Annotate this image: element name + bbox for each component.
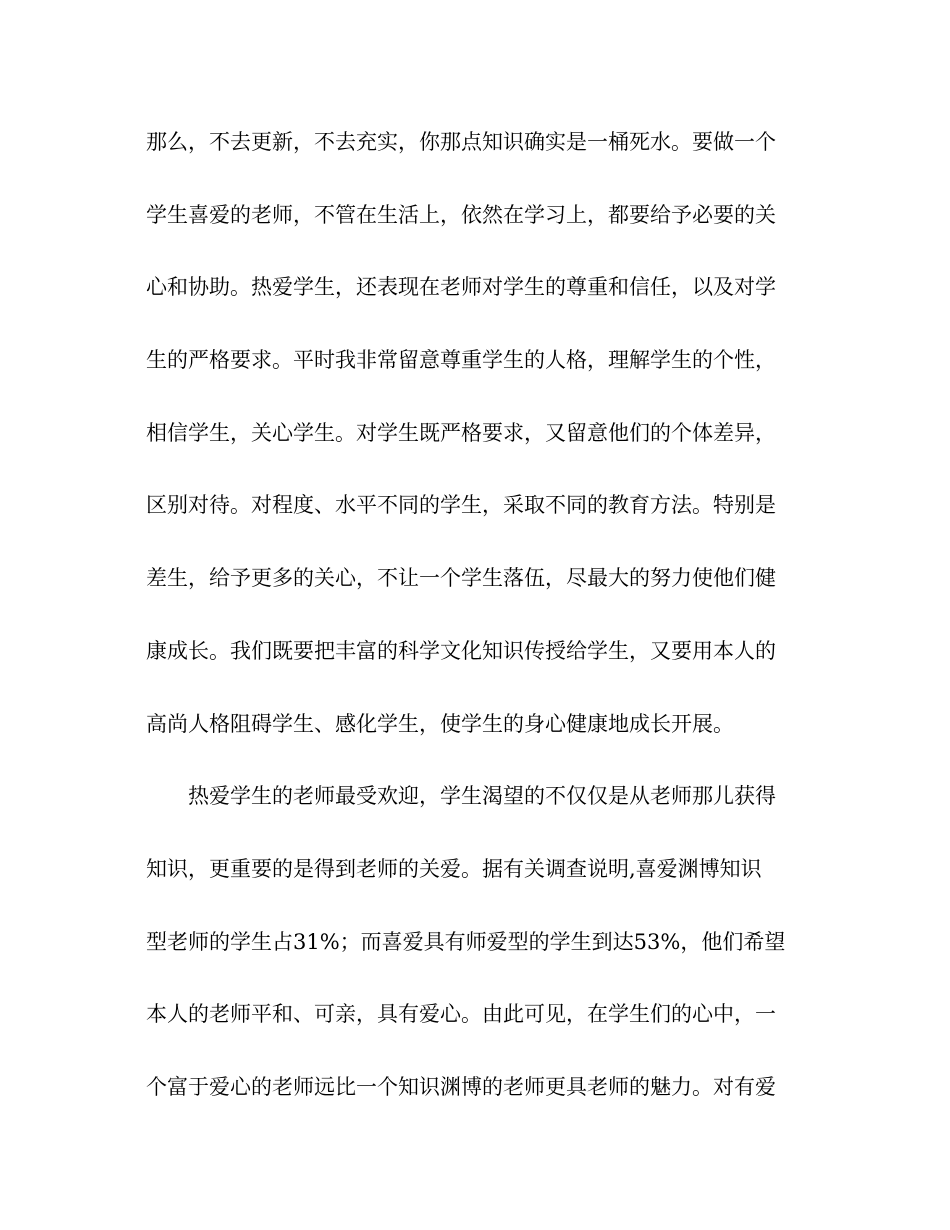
- text-line: 区别对待。对程度、水平不同的学生，采取不同的教育方法。特别是: [146, 493, 776, 518]
- text-line: 个富于爱心的老师远比一个知识渊博的老师更具老师的魅力。对有爱: [146, 1074, 776, 1099]
- body-text: [146, 122, 806, 1140]
- text-line: 康成长。我们既要把丰富的科学文化知识传授给学生，又要用本人的: [146, 638, 776, 663]
- paragraph-start-line: 热爱学生的老师最受欢迎，学生渴望的不仅仅是从老师那儿获得: [188, 784, 776, 809]
- text-line: 生的严格要求。平时我非常留意尊重学生的人格，理解学生的个性，: [146, 348, 776, 373]
- text-line: 差生，给予更多的关心，不让一个学生落伍，尽最大的努力使他们健: [146, 566, 776, 591]
- text-line: 高尚人格阻碍学生、感化学生，使学生的身心健康地成长开展。: [146, 711, 734, 736]
- text-line: 本人的老师平和、可亲，具有爱心。由此可见，在学生们的心中，一: [146, 1002, 776, 1027]
- text-line: 型老师的学生占31%；而喜爱具有师爱型的学生到达53%，他们希望: [146, 929, 786, 954]
- text-line: 那么，不去更新，不去充实，你那点知识确实是一桶死水。要做一个: [146, 130, 776, 154]
- text-line: 学生喜爱的老师，不管在生活上，依然在学习上，都要给予必要的关: [146, 202, 776, 227]
- text-line: 心和协助。热爱学生，还表现在老师对学生的尊重和信任，以及对学: [146, 275, 776, 300]
- text-line: 知识，更重要的是得到老师的关爱。据有关调查说明,喜爱渊博知识: [146, 856, 762, 881]
- text-line: 相信学生，关心学生。对学生既严格要求，又留意他们的个体差异，: [146, 420, 776, 445]
